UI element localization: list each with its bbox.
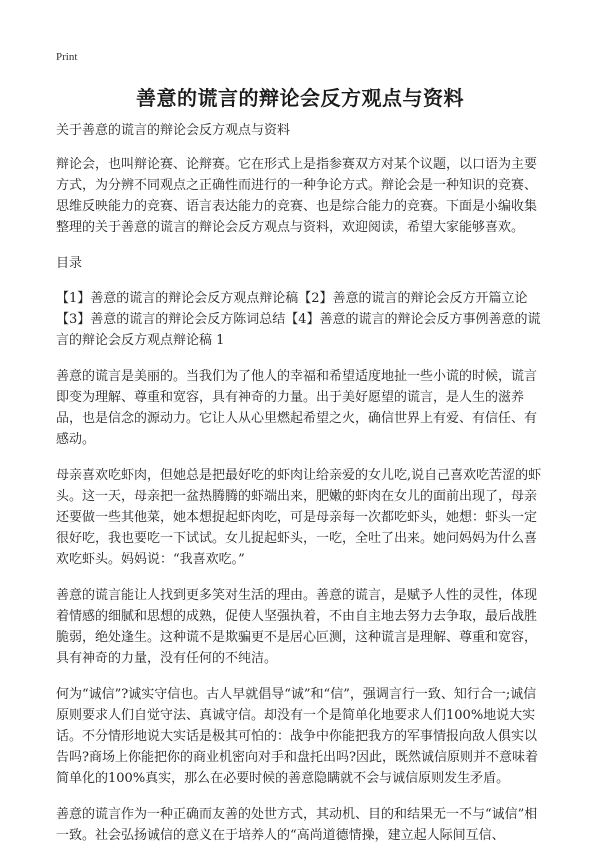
body-paragraph: 母亲喜欢吃虾肉，但她总是把最好吃的虾肉让给亲爱的女儿吃,说自己喜欢吃苦涩的虾头。这一天，母亲把一盆热腾腾的虾端出来，肥嫩的虾肉在女儿的面前出现了，母亲还要做一些其他菜，她本想捉起虾肉吃，可是母亲每一次都吃虾头，她想：虾头一定很好吃，我也要吃一下试试。女儿捉起虾头，一吃，全吐了出来。她问妈妈为什么喜欢吃虾头。妈妈说：“我喜欢吃。” <box>56 468 542 567</box>
body-paragraph: 善意的谎言是美丽的。当我们为了他人的幸福和希望适度地扯一些小谎的时候，谎言即变为理解、尊重和宽容，具有神奇的力量。出于美好愿望的谎言，是人生的滋养品，也是信念的源动力。它让人从心里燃起希望之火，确信世界上有爱、有信任、有感动。 <box>56 369 538 447</box>
article-body <box>56 120 546 861</box>
body-paragraph: 善意的谎言能让人找到更多笑对生活的理由。善意的谎言，是赋予人性的灵性，体现着情感的细腻和思想的成熟，促使人坚强执着，不由自主地去努力去争取，最后战胜脆弱，绝处逢生。这种谎不是欺骗更不是居心叵测，这种谎言是理解、尊重和宽容，具有神奇的力量，没有任何的不纯洁。 <box>56 588 538 666</box>
toc-list: 【1】善意的谎言的辩论会反方观点辩论稿【2】善意的谎言的辩论会反方开篇立论【3】善意的谎言的辩论会反方陈词总结【4】善意的谎言的辩论会反方事例善意的谎言的辩论会反方观点辩论稿 1 <box>56 291 541 348</box>
body-paragraph: 善意的谎言作为一种正确而友善的处世方式，其动机、目的和结果无一不与“诚信”相一致。社会弘扬诚信的意义在于培养人的“高尚道德情操，建立起人际间互信、 <box>56 807 538 843</box>
page-title: 善意的谎言的辩论会反方观点与资料 <box>136 86 464 110</box>
print-link[interactable]: Print <box>56 51 78 63</box>
article-subtitle: 关于善意的谎言的辩论会反方观点与资料 <box>56 123 291 138</box>
body-paragraph: 何为“诚信”?诚实守信也。古人早就倡导“诚”和“信”，强调言行一致、知行合一;诚信原则要求人们自觉守法、真诚守信。却没有一个是简单化地要求人们100%地说大实话。不分情形地说大实话是极其可怕的：战争中你能把我方的军事情报向敌人俱实以告吗?商场上你能把你的商业机密向对手和盘托出吗?因此，既然诚信原则并不意味着简单化的100%真实，那么在必要时候的善意隐瞒就不会与诚信原则发生矛盾。 <box>56 687 538 786</box>
intro-paragraph: 辩论会，也叫辩论赛、论辩赛。它在形式上是指参赛双方对某个议题，以口语为主要方式，为分辨不同观点之正确性而进行的一种争论方式。辩论会是一种知识的竞赛、思维反映能力的竞赛、语言表达能力的竞赛、也是综合能力的竞赛。下面是小编收集整理的关于善意的谎言的辩论会反方观点与资料，欢迎阅读，希望大家能够喜欢。 <box>56 157 538 235</box>
toc-heading: 目录 <box>56 256 83 271</box>
